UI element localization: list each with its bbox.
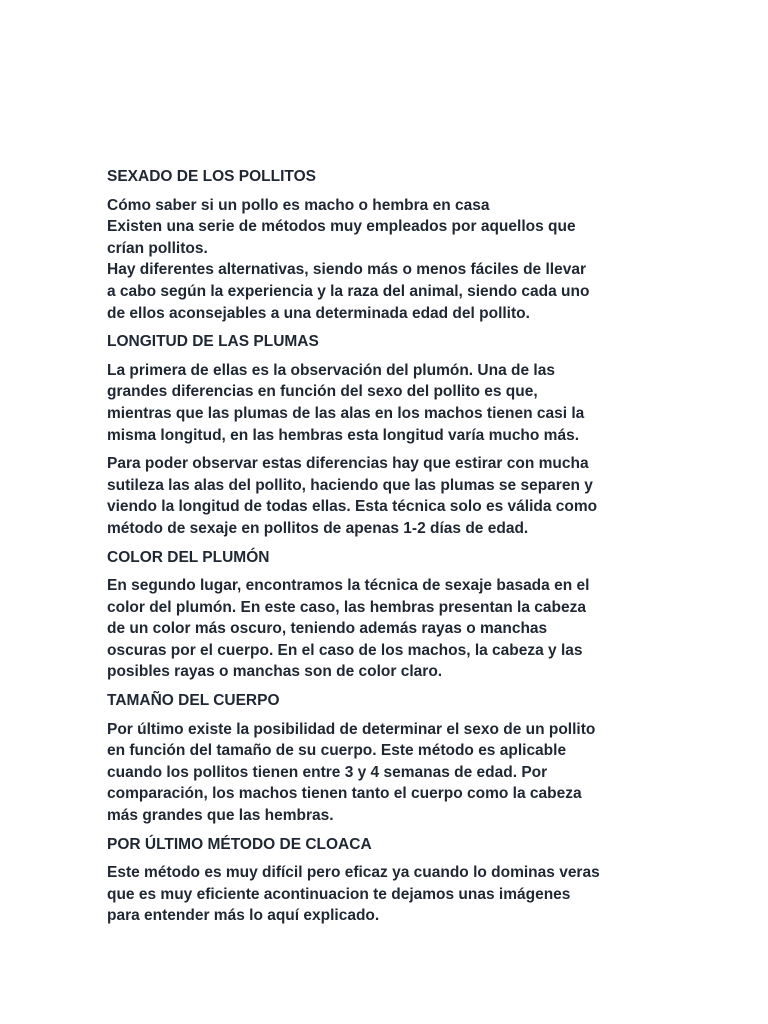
- paragraph: [107, 719, 687, 827]
- paragraph-line: para entender más lo aquí explicado.: [107, 907, 380, 925]
- paragraph-line: más grandes que las hembras.: [107, 807, 334, 825]
- paragraph: [107, 453, 687, 539]
- section-heading-metodo-cloaca: POR ÚLTIMO MÉTODO DE CLOACA: [107, 835, 372, 853]
- paragraph-line: Por último existe la posibilidad de determinar el sexo de un pollito: [107, 720, 596, 738]
- paragraph-line: de un color más oscuro, teniendo además rayas o manchas: [107, 620, 548, 638]
- intro-line: de ellos aconsejables a una determinada edad del pollito.: [107, 304, 530, 322]
- paragraph-line: En segundo lugar, encontramos la técnica de sexaje basada en el: [107, 577, 590, 595]
- paragraph-line: Para poder observar estas diferencias hay que estirar con mucha: [107, 455, 589, 473]
- section-heading-color-plumon: COLOR DEL PLUMÓN: [107, 548, 270, 566]
- paragraph-line: grandes diferencias en función del sexo del pollito es que,: [107, 383, 538, 401]
- paragraph-line: mientras que las plumas de las alas en los machos tienen casi la: [107, 404, 585, 422]
- paragraph-line: sutileza las alas del pollito, haciendo que las plumas se separen y: [107, 476, 593, 494]
- paragraph-line: La primera de ellas es la observación del plumón. Una de las: [107, 361, 555, 379]
- paragraph-line: en función del tamaño de su cuerpo. Este método es aplicable: [107, 742, 567, 760]
- document-title: SEXADO DE LOS POLLITOS: [107, 168, 316, 185]
- intro-line: a cabo según la experiencia y la raza del animal, siendo cada uno: [107, 282, 590, 300]
- intro-line: Existen una serie de métodos muy empleados por aquellos que: [107, 218, 576, 236]
- paragraph-line: color del plumón. En este caso, las hembras presentan la cabeza: [107, 598, 586, 616]
- intro-line: Hay diferentes alternativas, siendo más o menos fáciles de llevar: [107, 261, 586, 279]
- paragraph: [107, 862, 687, 927]
- intro-line: Cómo saber si un pollo es macho o hembra en casa: [107, 196, 490, 214]
- paragraph-line: viendo la longitud de todas ellas. Esta técnica solo es válida como: [107, 498, 598, 516]
- paragraph-line: método de sexaje en pollitos de apenas 1-2 días de edad.: [107, 519, 529, 537]
- paragraph-line: cuando los pollitos tienen entre 3 y 4 semanas de edad. Por: [107, 763, 548, 781]
- paragraph: [107, 360, 687, 446]
- document-page: [107, 166, 687, 927]
- paragraph-line: oscuras por el cuerpo. En el caso de los machos, la cabeza y las: [107, 641, 583, 659]
- paragraph-line: Este método es muy difícil pero eficaz ya cuando lo dominas veras: [107, 864, 600, 882]
- paragraph-line: misma longitud, en las hembras esta longitud varía mucho más.: [107, 426, 580, 444]
- intro-paragraph: [107, 195, 687, 325]
- paragraph: [107, 575, 687, 683]
- section-heading-longitud-plumas: LONGITUD DE LAS PLUMAS: [107, 333, 319, 351]
- paragraph-line: que es muy eficiente acontinuacion te dejamos unas imágenes: [107, 885, 571, 903]
- section-heading-tamano-cuerpo: TAMAÑO DEL CUERPO: [107, 692, 280, 710]
- intro-line: crían pollitos.: [107, 239, 208, 257]
- paragraph-line: comparación, los machos tienen tanto el cuerpo como la cabeza: [107, 785, 582, 803]
- paragraph-line: posibles rayas o manchas son de color claro.: [107, 663, 443, 681]
